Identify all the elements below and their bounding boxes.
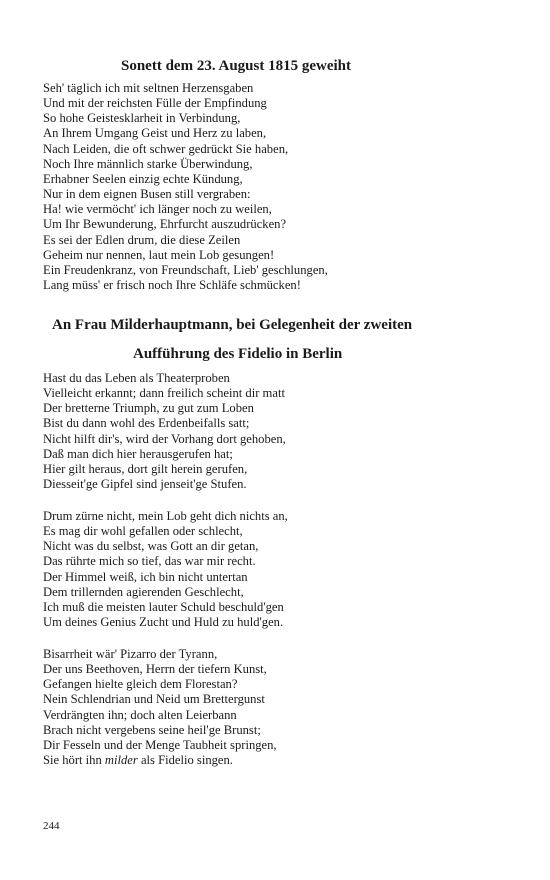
poem-line: Geheim nur nennen, laut mein Lob gesungen! bbox=[43, 247, 275, 262]
poem-line: Bist du dann wohl des Erdenbeifalls satt; bbox=[43, 416, 250, 431]
poem-line: Ich muß die meisten lauter Schuld beschuld'gen bbox=[43, 599, 284, 614]
poem-title-sonett: Sonett dem 23. August 1815 geweiht bbox=[121, 58, 352, 74]
poem-stanza-1 bbox=[43, 371, 286, 492]
poem-title-milderhauptmann-line-2: Aufführung des Fidelio in Berlin bbox=[133, 346, 343, 362]
page-number: 244 bbox=[43, 820, 60, 832]
poem-line: Der Himmel weiß, ich bin nicht untertan bbox=[43, 569, 248, 584]
poem-line-part: als Fidelio singen. bbox=[137, 753, 233, 768]
poem-line: Noch Ihre männlich starke Überwindung, bbox=[43, 156, 253, 171]
poem-line: Nach Leiden, die oft schwer gedrückt Sie haben, bbox=[43, 141, 289, 156]
poem-line: Das rührte mich so tief, das war mir recht. bbox=[43, 554, 256, 569]
poem-line: Bisarrheit wär' Pizarro der Tyrann, bbox=[43, 647, 218, 661]
poem-line: Brach nicht vergebens seine heil'ge Brunst; bbox=[43, 722, 261, 737]
poem-line: Lang müss' er frisch noch Ihre Schläfe schmücken! bbox=[43, 278, 301, 293]
poem-line bbox=[43, 753, 277, 768]
poem-line: Ein Freudenkranz, von Freundschaft, Lieb' geschlungen, bbox=[43, 262, 328, 277]
poem-line: Vielleicht erkannt; dann freilich scheint dir matt bbox=[43, 386, 285, 401]
poem-line: Nein Schlendrian und Neid um Brettergunst bbox=[43, 692, 265, 707]
poem-line: Ha! wie vermöcht' ich länger noch zu weilen, bbox=[43, 202, 272, 217]
poem-line: Nicht was du selbst, was Gott an dir getan, bbox=[43, 539, 259, 554]
poem-line: Diesseit'ge Gipfel sind jenseit'ge Stufen. bbox=[43, 477, 247, 492]
poem-line: So hohe Geistesklarheit in Verbindung, bbox=[43, 111, 241, 126]
poem-line-part: Sie hört ihn bbox=[43, 753, 105, 768]
poem-line: Um Ihr Bewunderung, Ehrfurcht auszudrücken? bbox=[43, 217, 287, 232]
poem-line: Seh' täglich ich mit seltnen Herzensgaben bbox=[43, 81, 254, 95]
poem-line: Dem trillernden agierenden Geschlecht, bbox=[43, 584, 244, 599]
poem-line: Verdrängten ihn; doch alten Leierbann bbox=[43, 707, 237, 722]
poem-line: An Ihrem Umgang Geist und Herz zu laben, bbox=[43, 126, 267, 141]
poem-title-milderhauptmann-line-1: An Frau Milderhauptmann, bei Gelegenheit der zweiten bbox=[52, 317, 413, 333]
poem-line: Es sei der Edlen drum, die diese Zeilen bbox=[43, 232, 241, 247]
poem-line: Erhabner Seelen einzig echte Kündung, bbox=[43, 171, 243, 186]
poem-stanza-2 bbox=[43, 509, 288, 630]
poem-line: Drum zürne nicht, mein Lob geht dich nichts an, bbox=[43, 509, 288, 523]
poem-line: Nur in dem eignen Busen still vergraben: bbox=[43, 187, 251, 202]
poem-line: Der uns Beethoven, Herrn der tiefern Kunst, bbox=[43, 662, 267, 677]
poem-line: Um deines Genius Zucht und Huld zu huld'gen. bbox=[43, 615, 284, 630]
poem-line: Hier gilt heraus, dort gilt herein gerufen, bbox=[43, 461, 248, 476]
poem-sonett-stanza bbox=[43, 81, 328, 293]
poem-line: Und mit der reichsten Fülle der Empfindung bbox=[43, 96, 267, 111]
poem-stanza-3 bbox=[43, 647, 277, 768]
poem-line: Dir Fesseln und der Menge Taubheit springen, bbox=[43, 737, 277, 752]
poem-line: Es mag dir wohl gefallen oder schlecht, bbox=[43, 524, 243, 539]
poem-line: Hast du das Leben als Theaterproben bbox=[43, 371, 230, 385]
emphasized-word: milder bbox=[104, 753, 138, 768]
poem-line: Der bretterne Triumph, zu gut zum Loben bbox=[43, 401, 254, 416]
poem-line: Nicht hilft dir's, wird der Vorhang dort gehoben, bbox=[43, 431, 286, 446]
poem-line: Gefangen hielte gleich dem Florestan? bbox=[43, 677, 238, 692]
poem-line: Daß man dich hier herausgerufen hat; bbox=[43, 446, 233, 461]
